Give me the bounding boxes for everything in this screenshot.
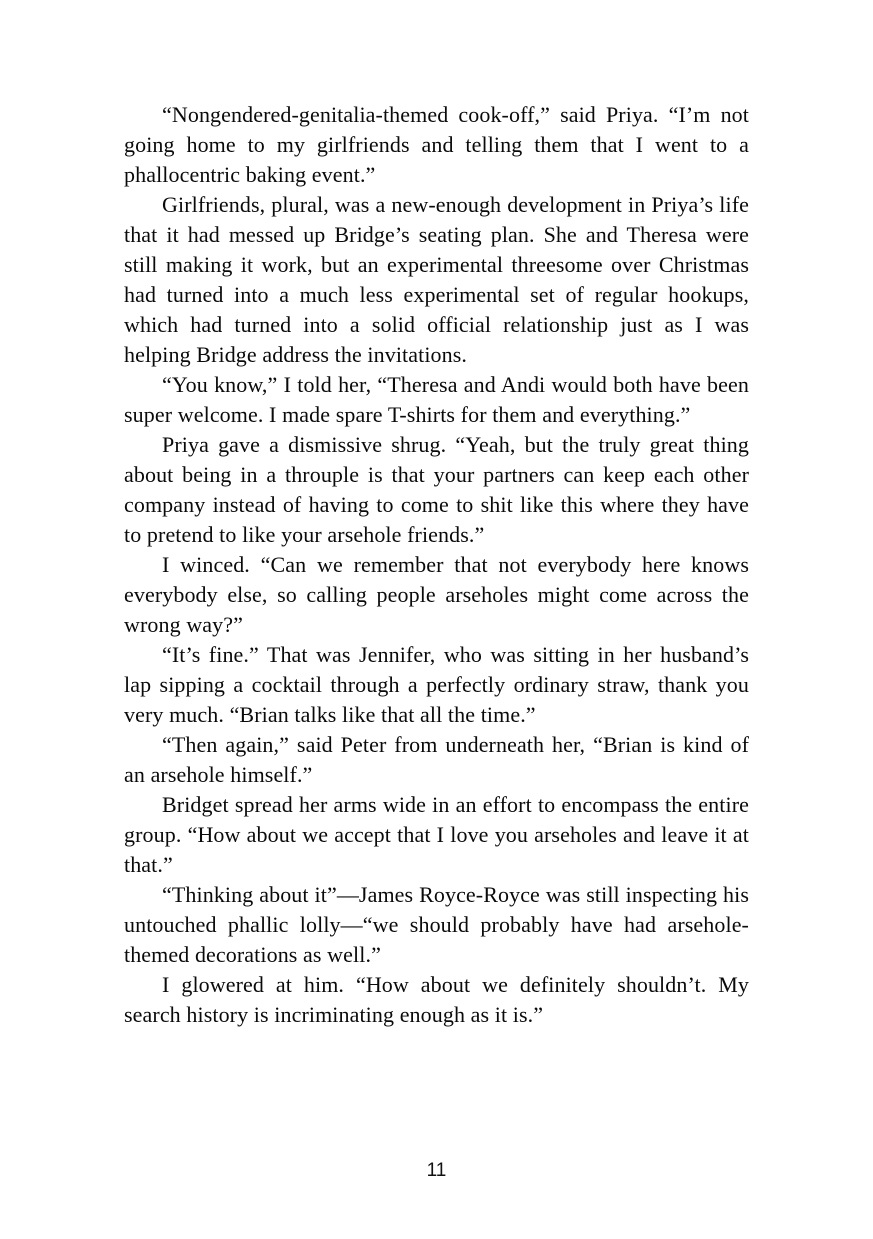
paragraph: Bridget spread her arms wide in an effort to encompass the entire group. “How about we accept that I love you arseholes and leave it at that.” <box>124 792 749 877</box>
paragraph: “Then again,” said Peter from underneath her, “Brian is kind of an arsehole himself.” <box>124 732 749 787</box>
paragraph: “It’s fine.” That was Jennifer, who was sitting in her husband’s lap sipping a cocktail through a perfectly ordinary straw, thank you very much. “Brian talks like that all the time.” <box>124 642 749 727</box>
page-text <box>124 100 749 1030</box>
paragraph: I winced. “Can we remember that not everybody here knows everybody else, so calling people arseholes might come across the wrong way?” <box>124 552 749 637</box>
paragraph: Girlfriends, plural, was a new-enough development in Priya’s life that it had messed up Bridge’s seating plan. She and Theresa were still making it work, but an experimental threesome over Christmas had turned into a much less experimental set of regular hookups, which had turned into a solid official relationship just as I was helping Bridge address the invitations. <box>124 192 749 367</box>
paragraph: I glowered at him. “How about we definitely shouldn’t. My search history is incriminating enough as it is.” <box>124 972 749 1027</box>
paragraph: “You know,” I told her, “Theresa and Andi would both have been super welcome. I made spare T-shirts for them and everything.” <box>124 372 749 427</box>
paragraph: “Thinking about it”—James Royce-Royce was still inspecting his untouched phallic lolly—“we should probably have had arsehole-themed decorations as well.” <box>124 882 749 967</box>
paragraph: “Nongendered-genitalia-themed cook-off,” said Priya. “I’m not going home to my girlfriends and telling them that I went to a phallocentric baking event.” <box>124 102 749 187</box>
page-number: 11 <box>426 1160 447 1181</box>
paragraph: Priya gave a dismissive shrug. “Yeah, but the truly great thing about being in a throuple is that your partners can keep each other company instead of having to come to shit like this where they have to pretend to like your arsehole friends.” <box>124 432 749 547</box>
